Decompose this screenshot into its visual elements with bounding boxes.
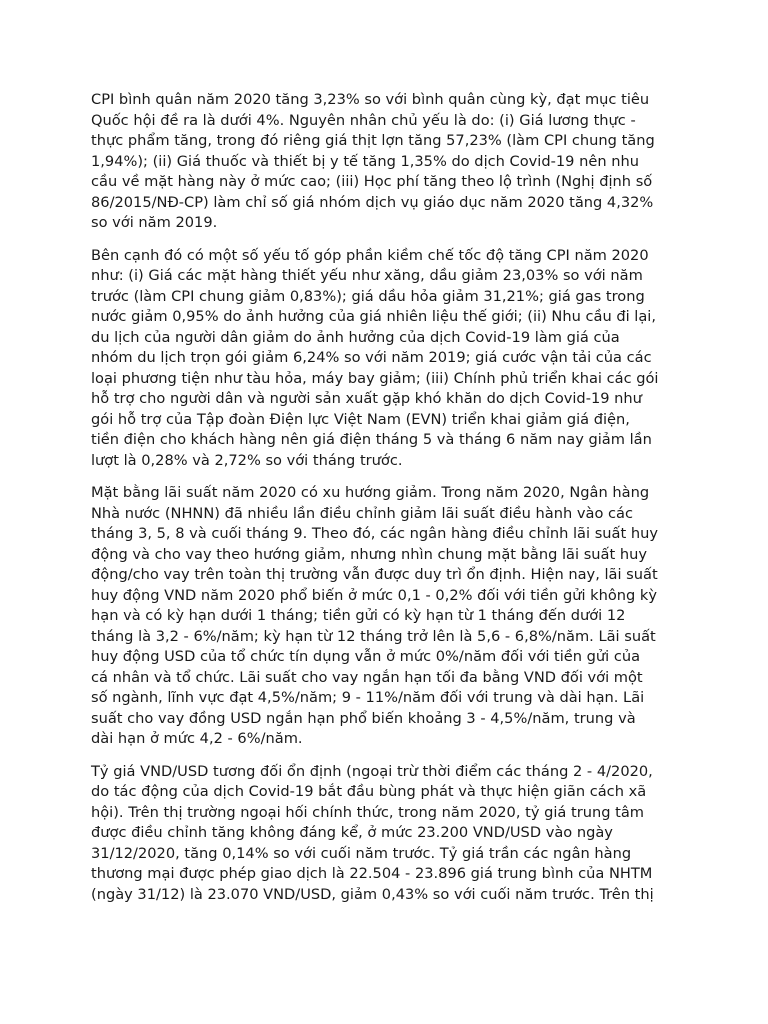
paragraph-cpi-average: CPI bình quân năm 2020 tăng 3,23% so với bình quân cùng kỳ, đạt mục tiêu Quốc hội đề ra là dưới 4%. Nguyên nhân chủ yếu là do: (i) Giá lương thực - thực phẩm tăng, trong đó riêng giá thịt lợn tăng 57,23% (làm CPI chung tăng 1,94%); (ii) Giá thuốc và thiết bị y tế tăng 1,35% do dịch Covid-19 nên nhu cầu về mặt hàng này ở mức cao; (iii) Học phí tăng theo lộ trình (Nghị định số 86/2015/NĐ-CP) làm chỉ số giá nhóm dịch vụ giáo dục năm 2020 tăng 4,32% so với năm 2019. bbox=[91, 91, 655, 231]
paragraph-interest-rates: Mặt bằng lãi suất năm 2020 có xu hướng giảm. Trong năm 2020, Ngân hàng Nhà nước (NHNN) đã nhiều lần điều chỉnh giảm lãi suất điều hành vào các tháng 3, 5, 8 và cuối tháng 9. Theo đó, các ngân hàng điều chỉnh lãi suất huy động và cho vay theo hướng giảm, nhưng nhìn chung mặt bằng lãi suất huy động/cho vay trên toàn thị trường vẫn được duy trì ổn định. Hiện nay, lãi suất huy động VND năm 2020 phổ biến ở mức 0,1 - 0,2% đối với tiền gửi không kỳ hạn và có kỳ hạn dưới 1 tháng; tiền gửi có kỳ hạn từ 1 tháng đến dưới 12 tháng là 3,2 - 6%/năm; kỳ hạn từ 12 tháng trở lên là 5,6 - 6,8%/năm. Lãi suất huy động USD của tổ chức tín dụng vẫn ở mức 0%/năm đối với tiền gửi của cá nhân và tổ chức. Lãi suất cho vay ngắn hạn tối đa bằng VND đối với một số ngành, lĩnh vực đạt 4,5%/năm; 9 - 11%/năm đối với trung và dài hạn. Lãi suất cho vay đồng USD ngắn hạn phổ biến khoảng 3 - 4,5%/năm, trung và dài hạn ở mức 4,2 - 6%/năm. bbox=[91, 484, 658, 747]
paragraph-cpi-restraining-factors: Bên cạnh đó có một số yếu tố góp phần kiềm chế tốc độ tăng CPI năm 2020 như: (i) Giá các mặt hàng thiết yếu như xăng, dầu giảm 23,03% so với năm trước (làm CPI chung giảm 0,83%); giá dầu hỏa giảm 31,21%; giá gas trong nước giảm 0,95% do ảnh hưởng của giá nhiên liệu thế giới; (ii) Nhu cầu đi lại, du lịch của người dân giảm do ảnh hưởng của dịch Covid-19 làm giá của nhóm du lịch trọn gói giảm 6,24% so với năm 2019; giá cước vận tải của các loại phương tiện như tàu hỏa, máy bay giảm; (iii) Chính phủ triển khai các gói hỗ trợ cho người dân và người sản xuất gặp khó khăn do dịch Covid-19 như gói hỗ trợ của Tập đoàn Điện lực Việt Nam (EVN) triển khai giảm giá điện, tiền điện cho khách hàng nên giá điện tháng 5 và tháng 6 năm nay giảm lần lượt là 0,28% và 2,72% so với tháng trước. bbox=[91, 246, 659, 469]
paragraph-exchange-rate: Tỷ giá VND/USD tương đối ổn định (ngoại trừ thời điểm các tháng 2 - 4/2020, do tác động của dịch Covid-19 bắt đầu bùng phát và thực hiện giãn cách xã hội). Trên thị trường ngoại hối chính thức, trong năm 2020, tỷ giá trung tâm được điều chỉnh tăng không đáng kể, ở mức 23.200 VND/USD vào ngày 31/12/2020, tăng 0,14% so với cuối năm trước. Tỷ giá trần các ngân hàng thương mại được phép giao dịch là 22.504 - 23.896 giá trung bình của NHTM (ngày 31/12) là 23.070 VND/USD, giảm 0,43% so với cuối năm trước. Trên thị bbox=[91, 762, 654, 903]
document-page bbox=[91, 90, 681, 917]
